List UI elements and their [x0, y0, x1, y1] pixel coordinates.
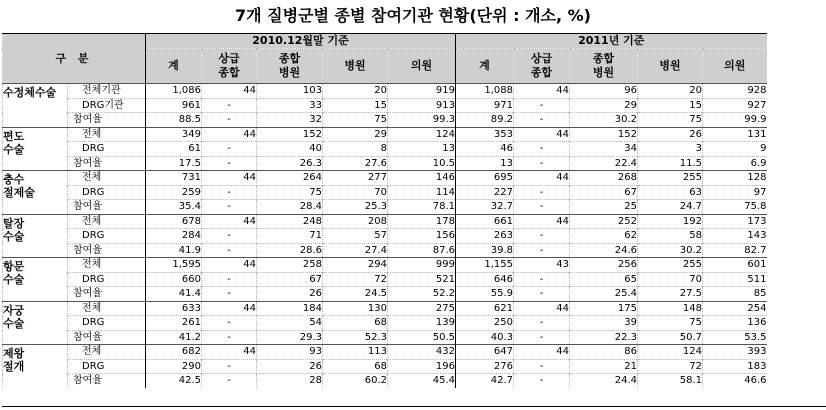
table-cell: 68	[323, 316, 388, 331]
table-title: 7개 질병군별 종별 참여기관 현황(단위 : 개소, %)	[234, 6, 591, 25]
table-cell: 148	[638, 301, 703, 316]
row-subtype-label: 전체	[68, 214, 146, 229]
table-cell: 13	[456, 156, 514, 171]
table-cell: 34	[570, 142, 638, 157]
disease-group-label: 제왕 절개	[3, 345, 68, 388]
row-subtype-label: 전체	[68, 127, 146, 142]
table-cell: 44	[202, 345, 257, 360]
table-row	[3, 171, 767, 186]
group-header-2011: 2011년 기준	[456, 34, 767, 49]
table-cell: 183	[703, 359, 767, 374]
row-subtype-label: 참여율	[68, 156, 146, 171]
table-cell: 208	[323, 214, 388, 229]
table-cell: 113	[323, 345, 388, 360]
disease-group-label: 수정체수술	[3, 84, 68, 128]
table-cell: 927	[703, 98, 767, 113]
table-cell: 124	[638, 345, 703, 360]
table-cell: -	[202, 359, 257, 374]
table-cell: 39	[570, 316, 638, 331]
table-cell: 393	[703, 345, 767, 360]
table-cell: 67	[570, 185, 638, 200]
column-header: 병원	[638, 49, 703, 84]
table-cell: 44	[514, 84, 570, 99]
table-cell: 103	[257, 84, 323, 99]
table-cell: 255	[638, 258, 703, 273]
table-cell: -	[514, 243, 570, 258]
table-cell: 156	[388, 229, 456, 244]
table-cell: 54	[257, 316, 323, 331]
table-cell: 928	[703, 84, 767, 99]
column-header: 의원	[703, 49, 767, 84]
row-subtype-label: DRG	[68, 359, 146, 374]
row-subtype-label: 전체	[68, 171, 146, 186]
table-cell: 1,595	[146, 258, 202, 273]
column-header: 종합 병원	[257, 49, 323, 84]
table-cell: 633	[146, 301, 202, 316]
table-cell: 28	[257, 374, 323, 388]
table-cell: 28.6	[257, 243, 323, 258]
table-cell: 250	[456, 316, 514, 331]
table-cell: 731	[146, 171, 202, 186]
table-cell: 971	[456, 98, 514, 113]
table-cell: 68	[323, 359, 388, 374]
table-cell: 35.4	[146, 200, 202, 215]
table-cell: 353	[456, 127, 514, 142]
participation-table	[2, 33, 767, 388]
column-header: 종합 병원	[570, 49, 638, 84]
table-cell: 27.4	[323, 243, 388, 258]
table-cell: 41.2	[146, 330, 202, 345]
table-cell: 60.2	[323, 374, 388, 388]
table-cell: 678	[146, 214, 202, 229]
table-cell: 128	[703, 171, 767, 186]
table-cell: 152	[570, 127, 638, 142]
disease-group-label: 자궁 수술	[3, 301, 68, 345]
table-cell: 75	[638, 316, 703, 331]
table-cell: -	[514, 98, 570, 113]
row-subtype-label: 전체	[68, 301, 146, 316]
table-cell: 261	[146, 316, 202, 331]
table-cell: 8	[323, 142, 388, 157]
table-cell: 178	[388, 214, 456, 229]
table-cell: 44	[202, 214, 257, 229]
table-cell: 75.8	[703, 200, 767, 215]
table-cell: 11.5	[638, 156, 703, 171]
table-cell: -	[514, 113, 570, 128]
table-cell: 682	[146, 345, 202, 360]
table-cell: 75	[638, 113, 703, 128]
table-cell: 45.4	[388, 374, 456, 388]
table-cell: 196	[388, 359, 456, 374]
table-cell: -	[202, 113, 257, 128]
table-cell: 62	[570, 229, 638, 244]
table-cell: -	[202, 156, 257, 171]
table-cell: -	[202, 330, 257, 345]
disease-group-label: 편도 수술	[3, 127, 68, 171]
table-cell: 40.3	[456, 330, 514, 345]
table-cell: 93	[257, 345, 323, 360]
table-cell: 284	[146, 229, 202, 244]
table-row	[3, 345, 767, 360]
table-cell: 114	[388, 185, 456, 200]
table-cell: 29	[323, 127, 388, 142]
table-cell: 22.4	[570, 156, 638, 171]
row-subtype-label: 참여율	[68, 200, 146, 215]
table-cell: 50.5	[388, 330, 456, 345]
table-cell: 192	[638, 214, 703, 229]
table-cell: 44	[202, 84, 257, 99]
table-cell: 71	[257, 229, 323, 244]
table-row	[3, 142, 767, 157]
table-cell: 22.3	[570, 330, 638, 345]
table-cell: 85	[703, 287, 767, 302]
table-cell: 58	[638, 229, 703, 244]
table-cell: 39.8	[456, 243, 514, 258]
table-cell: 275	[388, 301, 456, 316]
table-cell: 53.5	[703, 330, 767, 345]
table-cell: 647	[456, 345, 514, 360]
table-cell: 601	[703, 258, 767, 273]
table-cell: 913	[388, 98, 456, 113]
table-cell: -	[202, 374, 257, 388]
table-cell: -	[202, 185, 257, 200]
disease-group-label: 탈장 수술	[3, 214, 68, 258]
table-cell: 20	[638, 84, 703, 99]
table-cell: -	[514, 330, 570, 345]
table-cell: 72	[638, 359, 703, 374]
table-cell: 75	[323, 113, 388, 128]
row-subtype-label: DRG	[68, 316, 146, 331]
column-header: 의원	[388, 49, 456, 84]
table-cell: 28.4	[257, 200, 323, 215]
table-cell: 143	[703, 229, 767, 244]
table-cell: 1,155	[456, 258, 514, 273]
table-cell: 268	[570, 171, 638, 186]
column-header: 병원	[323, 49, 388, 84]
table-cell: 349	[146, 127, 202, 142]
table-cell: 97	[703, 185, 767, 200]
table-cell: 9	[703, 142, 767, 157]
table-cell: 44	[514, 301, 570, 316]
table-cell: 252	[570, 214, 638, 229]
table-cell: 227	[456, 185, 514, 200]
table-cell: 26.3	[257, 156, 323, 171]
column-header: 계	[456, 49, 514, 84]
table-cell: 27.6	[323, 156, 388, 171]
table-cell: 131	[703, 127, 767, 142]
table-cell: 521	[388, 272, 456, 287]
table-cell: 17.5	[146, 156, 202, 171]
table-cell: 661	[456, 214, 514, 229]
table-cell: 32	[257, 113, 323, 128]
table-cell: 13	[388, 142, 456, 157]
table-cell: 41.9	[146, 243, 202, 258]
table-cell: 30.2	[570, 113, 638, 128]
table-cell: 29	[570, 98, 638, 113]
table-row	[3, 258, 767, 273]
disease-group-label: 항문 수술	[3, 258, 68, 302]
table-cell: 276	[456, 359, 514, 374]
table-cell: 1,088	[456, 84, 514, 99]
table-cell: 695	[456, 171, 514, 186]
table-cell: 259	[146, 185, 202, 200]
group-header-2010: 2010.12월말 기준	[146, 34, 456, 49]
table-row	[3, 229, 767, 244]
table-cell: 44	[202, 171, 257, 186]
table-cell: 52.2	[388, 287, 456, 302]
table-cell: 294	[323, 258, 388, 273]
table-cell: 646	[456, 272, 514, 287]
table-cell: 50.7	[638, 330, 703, 345]
table-cell: 264	[257, 171, 323, 186]
table-row	[3, 359, 767, 374]
table-cell: 256	[570, 258, 638, 273]
table-cell: 6.9	[703, 156, 767, 171]
table-cell: 139	[388, 316, 456, 331]
disease-group-label: 충수 절제술	[3, 171, 68, 215]
table-cell: 78.1	[388, 200, 456, 215]
table-cell: 24.5	[323, 287, 388, 302]
table-cell: 124	[388, 127, 456, 142]
table-cell: 44	[514, 171, 570, 186]
table-cell: 87.6	[388, 243, 456, 258]
row-subtype-label: DRG	[68, 272, 146, 287]
table-row	[3, 156, 767, 171]
table-cell: 41.4	[146, 287, 202, 302]
row-subtype-label: 전체기관	[68, 84, 146, 99]
table-cell: 432	[388, 345, 456, 360]
row-subtype-label: DRG	[68, 142, 146, 157]
row-subtype-label: DRG	[68, 185, 146, 200]
table-cell: -	[202, 287, 257, 302]
table-cell: 1,086	[146, 84, 202, 99]
table-cell: -	[514, 316, 570, 331]
table-cell: 65	[570, 272, 638, 287]
table-cell: 136	[703, 316, 767, 331]
table-cell: 46.6	[703, 374, 767, 388]
table-cell: -	[514, 156, 570, 171]
table-cell: 43	[514, 258, 570, 273]
table-cell: 44	[514, 214, 570, 229]
table-cell: 42.5	[146, 374, 202, 388]
table-row	[3, 84, 767, 99]
table-row	[3, 200, 767, 215]
table-cell: -	[514, 359, 570, 374]
row-subtype-label: 참여율	[68, 374, 146, 388]
table-cell: 10.5	[388, 156, 456, 171]
table-cell: 96	[570, 84, 638, 99]
row-subtype-label: DRG기관	[68, 98, 146, 113]
table-row	[3, 316, 767, 331]
table-cell: 86	[570, 345, 638, 360]
table-cell: 27.5	[638, 287, 703, 302]
table-cell: 44	[514, 345, 570, 360]
table-cell: 61	[146, 142, 202, 157]
row-subtype-label: DRG	[68, 229, 146, 244]
table-cell: 99.3	[388, 113, 456, 128]
table-cell: 82.7	[703, 243, 767, 258]
table-cell: 88.5	[146, 113, 202, 128]
table-cell: 3	[638, 142, 703, 157]
table-cell: -	[202, 272, 257, 287]
table-cell: 52.3	[323, 330, 388, 345]
row-subtype-label: 전체	[68, 345, 146, 360]
table-cell: 67	[257, 272, 323, 287]
table-cell: 25	[570, 200, 638, 215]
table-cell: 26	[257, 287, 323, 302]
table-cell: 130	[323, 301, 388, 316]
table-cell: 72	[323, 272, 388, 287]
table-cell: 254	[703, 301, 767, 316]
table-cell: 29.3	[257, 330, 323, 345]
table-cell: 184	[257, 301, 323, 316]
table-cell: 44	[202, 127, 257, 142]
table-cell: 44	[202, 258, 257, 273]
table-row	[3, 98, 767, 113]
row-subtype-label: 참여율	[68, 287, 146, 302]
table-row	[3, 113, 767, 128]
table-cell: -	[202, 316, 257, 331]
table-cell: 511	[703, 272, 767, 287]
table-cell: -	[202, 200, 257, 215]
table-cell: 42.7	[456, 374, 514, 388]
table-cell: 26	[638, 127, 703, 142]
table-row	[3, 374, 767, 388]
table-cell: 277	[323, 171, 388, 186]
table-cell: -	[514, 229, 570, 244]
table-cell: -	[202, 243, 257, 258]
table-cell: 30.2	[638, 243, 703, 258]
table-cell: 24.6	[570, 243, 638, 258]
table-cell: 919	[388, 84, 456, 99]
table-cell: 263	[456, 229, 514, 244]
table-row	[3, 127, 767, 142]
table-cell: 89.2	[456, 113, 514, 128]
table-cell: 55.9	[456, 287, 514, 302]
row-subtype-label: 전체	[68, 258, 146, 273]
table-row	[3, 301, 767, 316]
table-cell: 152	[257, 127, 323, 142]
table-cell: 63	[638, 185, 703, 200]
table-cell: 173	[703, 214, 767, 229]
table-cell: 15	[638, 98, 703, 113]
row-subtype-label: 참여율	[68, 243, 146, 258]
table-bottom-border	[2, 406, 826, 407]
table-cell: 255	[638, 171, 703, 186]
table-row	[3, 330, 767, 345]
table-cell: 70	[638, 272, 703, 287]
table-cell: 46	[456, 142, 514, 157]
table-cell: 32.7	[456, 200, 514, 215]
table-cell: -	[514, 200, 570, 215]
table-cell: -	[514, 272, 570, 287]
table-cell: -	[202, 98, 257, 113]
table-cell: 15	[323, 98, 388, 113]
table-cell: -	[514, 142, 570, 157]
table-row	[3, 185, 767, 200]
table-cell: 25.3	[323, 200, 388, 215]
table-cell: 75	[257, 185, 323, 200]
table-cell: 40	[257, 142, 323, 157]
table-cell: 24.7	[638, 200, 703, 215]
table-cell: -	[514, 185, 570, 200]
table-row	[3, 243, 767, 258]
table-cell: 99.9	[703, 113, 767, 128]
table-cell: 21	[570, 359, 638, 374]
table-cell: 26	[257, 359, 323, 374]
column-header: 상급 종합	[514, 49, 570, 84]
table-row	[3, 214, 767, 229]
table-cell: 20	[323, 84, 388, 99]
table-cell: 621	[456, 301, 514, 316]
table-cell: 57	[323, 229, 388, 244]
table-row	[3, 272, 767, 287]
table-cell: 258	[257, 258, 323, 273]
table-cell: 58.1	[638, 374, 703, 388]
column-header: 계	[146, 49, 202, 84]
table-cell: 44	[202, 301, 257, 316]
row-subtype-label: 참여율	[68, 113, 146, 128]
table-cell: -	[202, 229, 257, 244]
table-cell: 961	[146, 98, 202, 113]
table-cell: 248	[257, 214, 323, 229]
table-cell: -	[514, 374, 570, 388]
table-row	[3, 287, 767, 302]
table-cell: 33	[257, 98, 323, 113]
column-header: 상급 종합	[202, 49, 257, 84]
row-subtype-label: 참여율	[68, 330, 146, 345]
table-cell: 660	[146, 272, 202, 287]
table-cell: 70	[323, 185, 388, 200]
table-cell: 25.4	[570, 287, 638, 302]
table-cell: 175	[570, 301, 638, 316]
table-cell: 24.4	[570, 374, 638, 388]
table-cell: -	[202, 142, 257, 157]
table-cell: -	[514, 287, 570, 302]
table-cell: 146	[388, 171, 456, 186]
table-cell: 999	[388, 258, 456, 273]
corner-label: 구 분	[3, 34, 146, 84]
table-cell: 290	[146, 359, 202, 374]
header-row-groups	[3, 34, 767, 49]
table-cell: 44	[514, 127, 570, 142]
